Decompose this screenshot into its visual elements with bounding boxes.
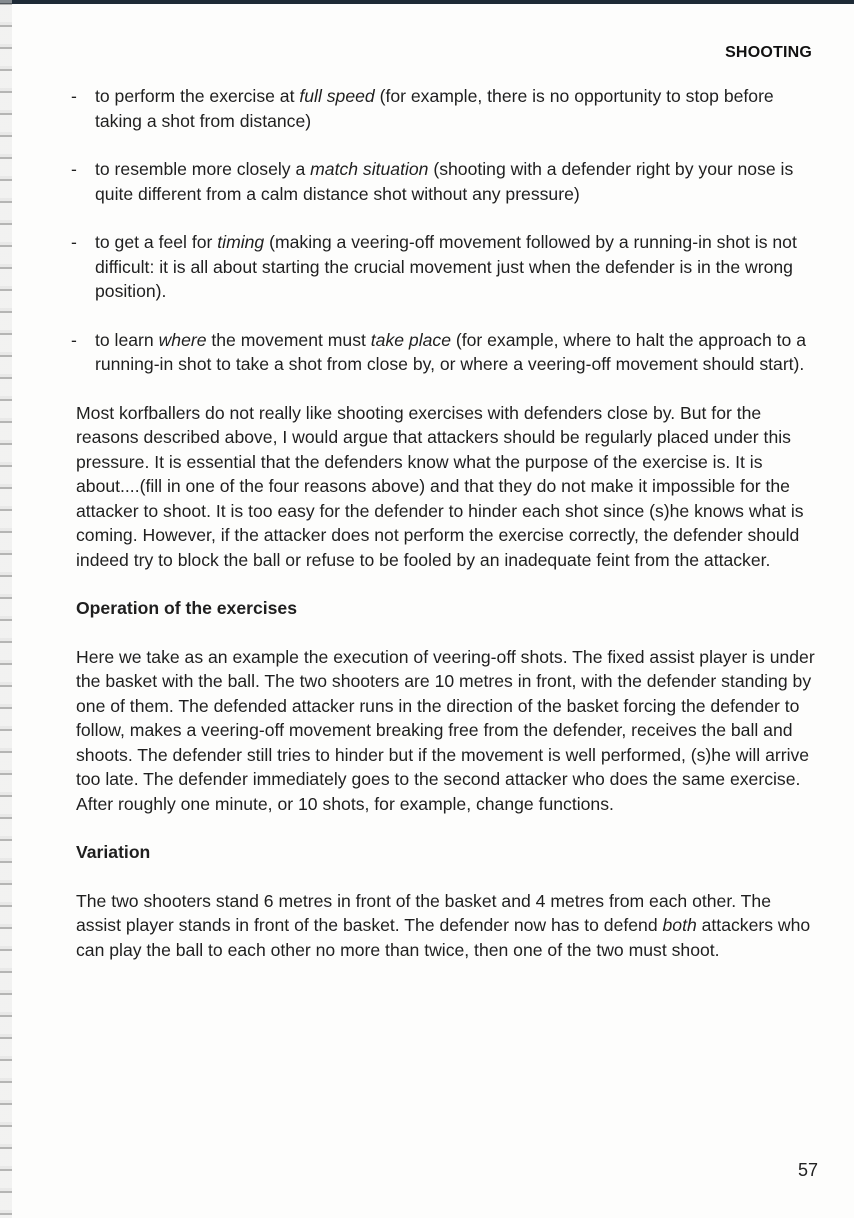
- reasons-list: [76, 84, 816, 377]
- page-top-edge: [0, 0, 854, 4]
- list-item: - to get a feel for timing (making a veering-off movement followed by a running-in shot is not difficult: it is all about starting the crucial movement just when the defender is in the wrong position).: [76, 230, 816, 304]
- list-item: - to perform the exercise at full speed (for example, there is no opportunity to stop before taking a shot from distance): [76, 84, 816, 133]
- running-head: SHOOTING: [725, 44, 812, 61]
- paragraph-defenders: Most korfballers do not really like shooting exercises with defenders close by. But for the reasons described above, I would argue that attackers should be regularly placed under this pressure. It is essential that the defenders know what the purpose of the exercise is. It is about....(fill in one of the four reasons above) and that they do not make it impossible for the attacker to shoot. It is too easy for the defender to hinder each shot since (s)he knows what is coming. However, if the attacker does not perform the exercise correctly, the defender should indeed try to block the ball or refuse to be fooled by an inadequate feint from the attacker.: [76, 402, 804, 570]
- spiral-binding-edge: [0, 0, 12, 1218]
- page-number: 57: [797, 1160, 818, 1180]
- list-item: - to resemble more closely a match situation (shooting with a defender right by your nose is quite different from a calm distance shot without any pressure): [76, 157, 816, 206]
- heading-operation: Operation of the exercises: [76, 598, 297, 618]
- page-content: [76, 84, 816, 986]
- list-item: - to learn where the movement must take place (for example, where to halt the approach to a running-in shot to take a shot from close by, or where a veering-off movement should start).: [76, 328, 816, 377]
- paragraph-variation: The two shooters stand 6 metres in front of the basket and 4 metres from each other. The assist player stands in front of the basket. The defender now has to defend both attackers who can play the ball to each other no more than twice, then one of the two must shoot.: [76, 890, 811, 960]
- paragraph-operation: Here we take as an example the execution of veering-off shots. The fixed assist player is under the basket with the ball. The two shooters are 10 metres in front, with the defender standing by one of them. The defended attacker runs in the direction of the basket forcing the defender to follow, makes a veering-off movement breaking free from the defender, receives the ball and shoots. The defender still tries to hinder but if the movement is well performed, (s)he will arrive too late. The defender immediately goes to the second attacker who does the same exercise. After roughly one minute, or 10 shots, for example, change functions.: [76, 646, 815, 814]
- heading-variation: Variation: [76, 842, 151, 862]
